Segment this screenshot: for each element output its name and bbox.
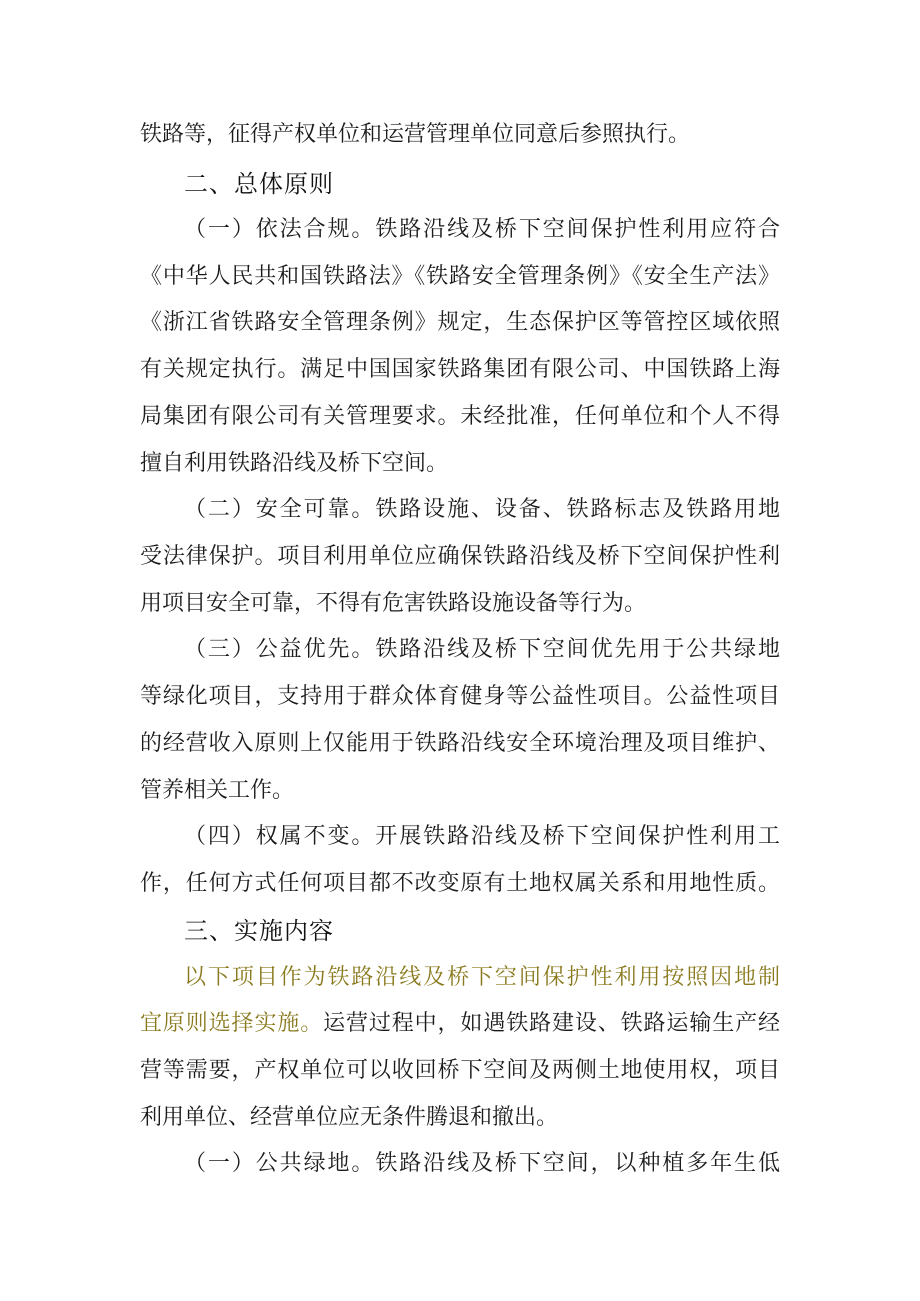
- paragraph-line: 管养相关工作。: [140, 778, 295, 803]
- section-heading-general-principles: 二、总体原则: [184, 170, 334, 198]
- highlighted-paragraph-line: 以下项目作为铁路沿线及桥下空间保护性利用按照因地制: [184, 965, 780, 990]
- paragraph-line: 的经营收入原则上仅能用于铁路沿线安全环境治理及项目维护、: [140, 731, 780, 756]
- paragraph-line-mixed: [140, 1008, 780, 1040]
- paragraph-line: 用项目安全可靠，不得有危害铁路设施设备等行为。: [140, 591, 647, 616]
- section-heading-implementation: 三、实施内容: [184, 917, 334, 945]
- paragraph-line: （二）安全可靠。铁路设施、设备、铁路标志及铁路用地: [184, 497, 780, 522]
- paragraph-line: （四）权属不变。开展铁路沿线及桥下空间保护性利用工: [184, 824, 780, 849]
- paragraph-line: （一）公共绿地。铁路沿线及桥下空间，以种植多年生低: [184, 1151, 780, 1176]
- paragraph-line: 局集团有限公司有关管理要求。未经批准，任何单位和个人不得: [140, 404, 780, 429]
- paragraph-line: 作，任何方式任何项目都不改变原有土地权属关系和用地性质。: [140, 871, 780, 896]
- paragraph-line: 《中华人民共和国铁路法》《铁路安全管理条例》《安全生产法》: [140, 264, 780, 289]
- paragraph-line: 等绿化项目，支持用于群众体育健身等公益性项目。公益性项目: [140, 684, 780, 709]
- paragraph-line: 有关规定执行。满足中国国家铁路集团有限公司、中国铁路上海: [140, 357, 780, 382]
- paragraph-line: （三）公益优先。铁路沿线及桥下空间优先用于公共绿地: [184, 637, 780, 662]
- paragraph-line: 利用单位、经营单位应无条件腾退和撤出。: [140, 1105, 559, 1130]
- paragraph-text: 运营过程中，如遇铁路建设、铁路运输生产经: [323, 1011, 780, 1036]
- paragraph-line: 擅自利用铁路沿线及桥下空间。: [140, 451, 449, 476]
- paragraph-line: 营等需要，产权单位可以收回桥下空间及两侧土地使用权，项目: [140, 1058, 780, 1083]
- paragraph-line: 受法律保护。项目利用单位应确保铁路沿线及桥下空间保护性利: [140, 544, 780, 569]
- highlighted-text: 宜原则选择实施。: [140, 1011, 324, 1036]
- paragraph-line: （一）依法合规。铁路沿线及桥下空间保护性利用应符合: [184, 217, 780, 242]
- paragraph-line: 铁路等，征得产权单位和运营管理单位同意后参照执行。: [140, 122, 691, 147]
- paragraph-line: 《浙江省铁路安全管理条例》规定，生态保护区等管控区域依照: [140, 310, 780, 335]
